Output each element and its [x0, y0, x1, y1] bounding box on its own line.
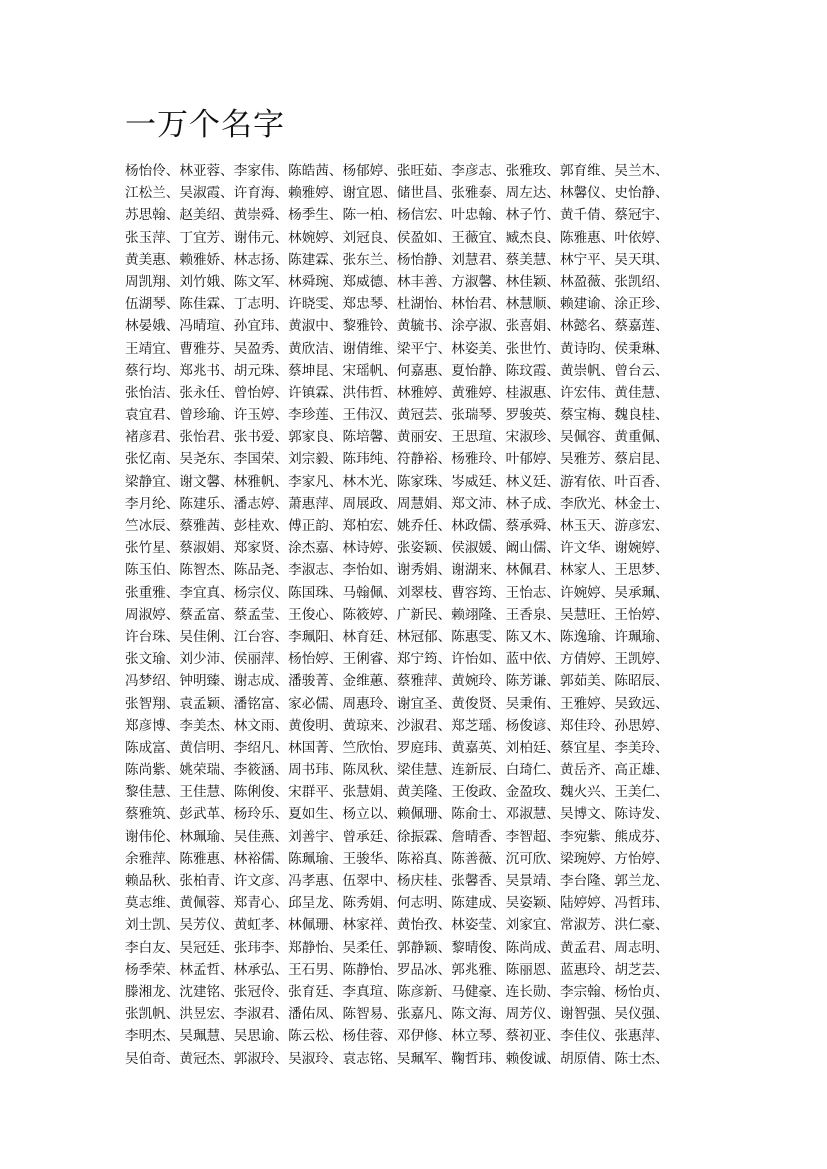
name-line: 李月纶、陈建乐、潘志婷、萧惠萍、周展政、周慧娟、郑文沛、林子成、李欣光、林金士、 — [125, 495, 669, 512]
page-title: 一万个名字 — [125, 107, 285, 143]
name-line: 梁静宜、谢文馨、林雅帆、李家凡、林木光、陈家珠、岑威廷、林义廷、游宥依、叶百香、 — [125, 473, 669, 490]
name-line: 张文瑜、刘少沛、侯丽萍、杨怡婷、王俐睿、郑宁筠、许怡如、蓝中依、方倩婷、王凯婷、 — [125, 651, 669, 668]
name-line: 黄美惠、赖雅娇、林志扬、陈建霖、张东兰、杨怡静、刘慧君、蔡美慧、林宁平、吴天琪、 — [125, 251, 669, 268]
name-line: 吴伯奇、黄冠杰、郭淑玲、吴淑玲、袁志铭、吴珮军、鞠哲玮、赖俊诚、胡原倩、陈士杰、 — [125, 1050, 669, 1067]
name-line: 蔡雅筑、彭武革、杨玲乐、夏如生、杨立以、赖佩珊、陈俞士、邓淑慧、吴博文、陈诗发、 — [125, 806, 669, 823]
name-line: 林晏娥、冯晴瑄、孙宜玮、黄淑中、黎雅铃、黄毓书、涂亭淑、张喜娟、林懿名、蔡嘉莲、 — [125, 318, 669, 335]
name-line: 周凯翔、刘竹娥、陈文军、林舜琬、郑威德、林丰善、方淑馨、林佳颖、林盈薇、张凯绍、 — [125, 273, 669, 290]
name-line: 郑彦博、李美杰、林文雨、黄俊明、黄琼来、沙淑君、郑芝瑶、杨俊谚、郑佳玲、孙思婷、 — [125, 717, 669, 734]
name-line: 杨怡伶、林亚蓉、李家伟、陈皓茜、杨郁婷、张旺茹、李彦志、张雅玫、郭育维、吴兰木、 — [125, 163, 669, 179]
name-line: 陈尚紫、姚荣瑞、李筱涵、周书玮、陈凤秋、梁佳慧、连新辰、白琦仁、黄岳齐、高正雄、 — [125, 762, 669, 779]
name-line: 余雅萍、陈雅惠、林裕儒、陈珮瑜、王骏华、陈裕真、陈善薇、沉可欣、梁琬婷、方怡婷、 — [125, 850, 669, 867]
name-line: 褚彦君、张怡君、张书爱、郭家良、陈培馨、黄丽安、王思瑄、宋淑珍、吴佩容、黄重佩、 — [125, 429, 669, 446]
name-line: 莫志维、黄佩蓉、郑青心、邱呈龙、陈秀娟、何志明、陈建成、吴姿颖、陆婷婷、冯哲玮、 — [125, 895, 669, 912]
name-line: 张忆南、吴尧东、李国荣、刘宗毅、陈玮纯、符静裕、杨雅玲、叶郁婷、吴雅芳、蔡启昆、 — [125, 451, 669, 468]
name-line: 竺冰辰、蔡雅茜、彭桂欢、傅正韵、郑柏宏、姚乔任、林政儒、蔡承舜、林玉天、游彦宏、 — [125, 518, 669, 534]
name-line: 周淑婷、蔡孟富、蔡孟莹、王俊心、陈筱婷、广新民、赖翊隆、王香泉、吴慧旺、王怡婷、 — [125, 606, 669, 623]
name-line: 张凯帆、洪昱宏、李淑君、潘佑凤、陈智易、张嘉凡、陈文海、周芳仪、谢智强、吴仪强、 — [125, 1006, 669, 1023]
name-line: 张竹星、蔡淑娟、郑家贤、涂杰嘉、林诗婷、张姿颖、侯淑媛、阚山儒、许文华、谢婉婷、 — [125, 540, 669, 557]
name-line: 江松兰、吴淑霞、许育海、赖雅婷、谢宜恩、储世昌、张雅泰、周左达、林馨仪、史怡静、 — [125, 185, 669, 202]
name-line: 冯梦绍、钟明臻、谢志成、潘骏菁、金维蕙、蔡雅萍、黄婉玲、陈芳谦、郭茹美、陈昭辰、 — [125, 673, 669, 690]
name-line: 张重雅、李宜真、杨宗仪、陈国珠、马翰佩、刘翠枝、曹容筠、王怡志、许婉婷、吴承珮、 — [125, 584, 669, 601]
name-line: 蔡行均、郑兆书、胡元珠、蔡坤昆、宋瑶帆、何嘉惠、夏怡静、陈玟霞、黄崇帆、曾台云、 — [125, 362, 669, 379]
name-line: 刘士凯、吴芳仪、黄虹孝、林佩珊、林家祥、黄怡孜、林姿莹、刘家宜、常淑芳、洪仁豪、 — [125, 917, 669, 934]
name-list — [125, 160, 710, 1070]
name-line: 张怡洁、张永任、曾怡婷、许镇霖、洪伟哲、林雅婷、黄雅婷、桂淑惠、许宏伟、黄佳慧、 — [125, 384, 669, 401]
name-line: 赖品秋、张柏青、许文彦、冯孝惠、伍翠中、杨庆桂、张馨香、吴景靖、李台隆、郭兰龙、 — [125, 873, 669, 889]
name-line: 陈成富、黄信明、李绍凡、林国菁、竺欣怡、罗庭玮、黄嘉英、刘柏廷、蔡宜星、李美玲、 — [125, 739, 669, 756]
name-line: 王靖宜、曹雅芬、吴盈秀、黄欣洁、谢倩维、梁平宁、林姿美、张世竹、黄诗昀、侯秉琳、 — [125, 340, 669, 357]
name-line: 许台珠、吴佳俐、江台容、李珮阳、林育廷、林冠郁、陈惠雯、陈又木、陈逸瑜、许珮瑜、 — [125, 628, 669, 645]
name-line: 谢伟伦、林珮瑜、吴佳燕、刘善宇、曾承廷、徐振霖、詹晴香、李智超、李宛紫、熊成芬、 — [125, 828, 669, 845]
name-line: 李明杰、吴珮慧、吴思谕、陈云松、杨佳蓉、邓伊修、林立琴、蔡初亚、李佳仪、张惠萍、 — [125, 1028, 669, 1045]
name-line: 张智翔、袁孟颖、潘铭富、家必儒、周惠玲、谢宜圣、黄俊贤、吴秉侑、王雅婷、吴致远、 — [125, 695, 669, 712]
name-line: 苏思翰、赵美绍、黄崇舜、杨季生、陈一柏、杨信宏、叶忠翰、林子竹、黄千倩、蔡冠宇、 — [125, 207, 669, 224]
name-line: 杨季荣、林孟哲、林承弘、王石男、陈静怡、罗品冰、郭兆雅、陈丽恩、蓝惠玲、胡芝芸、 — [125, 961, 669, 978]
name-line: 滕湘龙、沈建铭、张冠伶、张育廷、李真瑄、陈彦新、马健豪、连长勋、李宗翰、杨怡贞、 — [125, 983, 669, 1000]
name-line: 黎佳慧、王佳慧、陈俐俊、宋群平、张慧娟、黄美隆、王俊政、金盈玫、魏火兴、王美仁、 — [125, 784, 669, 801]
name-line: 伍湖琴、陈佳霖、丁志明、许晓雯、郑忠琴、杜湖怡、林怡君、林慧顺、赖建谕、涂正珍、 — [125, 296, 669, 313]
name-line: 李白友、吴冠廷、张玮李、郑静怡、吴柔任、郭静颖、黎晴俊、陈尚成、黄孟君、周志明、 — [125, 939, 669, 956]
name-line: 张玉萍、丁宜芳、谢伟元、林婉婷、刘冠良、侯盈如、王薇宜、臧杰良、陈雅惠、叶依婷、 — [125, 229, 669, 246]
name-line: 袁宜君、曾珍瑜、许玉婷、李珍莲、王伟汉、黄冠芸、张瑞琴、罗骏英、蔡宝梅、魏良桂、 — [125, 407, 669, 424]
name-line: 陈玉伯、陈智杰、陈品尧、李淑志、李怡如、谢秀娟、谢湖来、林佩君、林家人、王思梦、 — [125, 562, 669, 579]
